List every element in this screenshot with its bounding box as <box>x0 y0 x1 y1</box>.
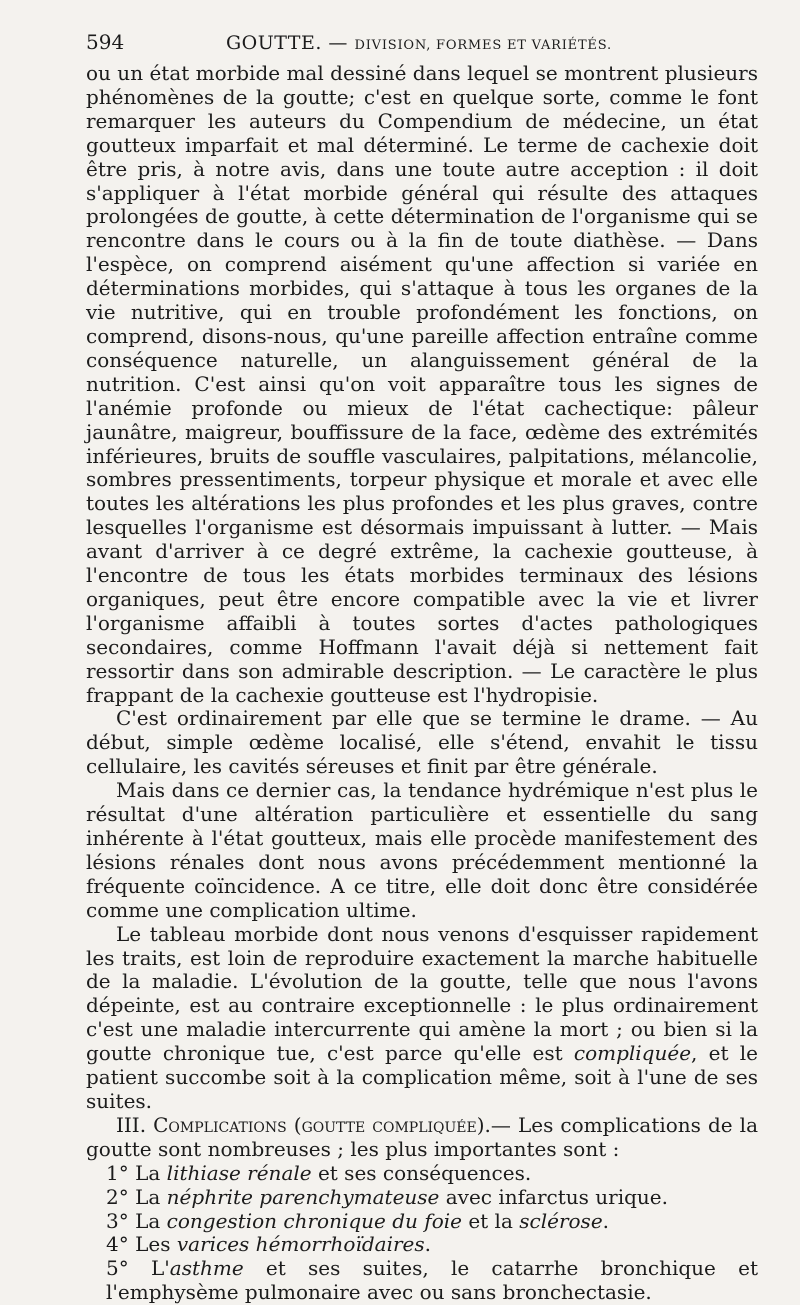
p4-text-b: , et le patient succombe soit à la complication même, soit à l'une de ses suites. <box>86 1041 758 1113</box>
item-term: congestion chronique du foie <box>166 1208 462 1233</box>
section-complications <box>86 1114 758 1162</box>
running-header <box>86 30 758 60</box>
section-intro: — Les complications de la goutte sont nombreuses ; les plus importantes sont : <box>86 1112 759 1161</box>
item-pre: La <box>135 1208 161 1233</box>
item-mid: et la <box>468 1208 513 1233</box>
list-item <box>86 1210 758 1234</box>
item-term: néphrite parenchymateuse <box>166 1184 440 1209</box>
item-pre: La <box>135 1184 161 1209</box>
item-post: . <box>602 1208 610 1233</box>
item-term: asthme <box>169 1256 244 1281</box>
list-item <box>86 1162 758 1186</box>
header-title: GOUTTE. <box>226 32 322 54</box>
header-subtitle: DIVISION, FORMES ET VARIÉTÉS. <box>354 38 612 53</box>
item-post: . <box>424 1232 431 1257</box>
item-term: varices hémorrhoïdaires <box>176 1232 425 1257</box>
page-number: 594 <box>86 30 125 54</box>
item-post: avec infarctus urique. <box>445 1184 668 1209</box>
item-number: 1° <box>106 1160 129 1185</box>
item-number: 2° <box>106 1184 129 1209</box>
item-post: et ses suites, le catarrhe bronchique et l'emphysème pulmonaire avec ou sans bronchectasie. <box>106 1256 758 1305</box>
item-pre: La <box>135 1160 161 1185</box>
paragraph-cachexie: ou un état morbide mal dessiné dans lequel se montrent plusieurs phénomènes de la goutte; c'est en quelque sorte, comme le font remarquer les auteurs du Compendium de médecine, un état goutteux imparfait et mal déterminé. Le terme de cachexie doit être pris, à notre avis, dans une toute autre acception : il doit s'appliquer à l'état morbide général qui résulte des attaques prolongées de goutte, à cette détermination de l'organisme qui se rencontre dans le cours ou à la fin de toute diathèse. — Dans l'espèce, on comprend aisément qu'une affection si variée en déterminations morbides, qui s'attaque à tous les organes de la vie nutritive, qui en trouble profondément les fonctions, on comprend, disons-nous, qu'une pareille affection entraîne comme conséquence naturelle, un alanguissement général de la nutrition. C'est ainsi qu'on voit apparaître tous les signes de l'anémie profonde ou mieux de l'état cachectique: pâleur jaunâtre, maigreur, bouffissure de la face, œdème des extrémités inférieures, bruits de souffle vasculaires, palpitations, mélancolie, sombres pressentiments, torpeur physique et morale et avec elle toutes les altérations les plus profondes et les plus graves, contre lesquelles l'organisme est désormais impuissant à lutter. — Mais avant d'arriver à ce degré extrême, la cachexie goutteuse, à l'encontre de tous les états morbides terminaux des lésions organiques, peut être encore compatible avec la vie et livrer l'organisme affaibli à toutes sortes d'actes pathologiques secondaires, comme Hoffmann l'avait déjà si nettement fait ressortir dans son admirable description. — Le caractère le plus frappant de la cachexie goutteuse est l'hydropisie. <box>86 61 758 707</box>
body-text <box>86 62 758 1305</box>
header-dash: — <box>328 32 348 54</box>
list-item <box>86 1257 758 1305</box>
running-title <box>226 32 612 54</box>
item-term-2: sclérose <box>519 1208 603 1233</box>
list-item <box>86 1186 758 1210</box>
section-number: III. <box>116 1112 147 1137</box>
item-pre: Les <box>135 1232 171 1257</box>
p4-italic: compliquée <box>573 1041 692 1066</box>
item-term: lithiase rénale <box>166 1160 312 1185</box>
item-number: 5° <box>106 1256 129 1281</box>
item-post: et ses conséquences. <box>317 1160 532 1185</box>
paragraph-hydropisie: C'est ordinairement par elle que se termine le drame. — Au début, simple œdème localisé, elle s'étend, envahit le tissu cellulaire, les cavités séreuses et finit par être générale. <box>86 706 758 779</box>
section-heading: Complications <box>153 1112 287 1137</box>
list-item <box>86 1233 758 1257</box>
section-subheading: (goutte compliquée). <box>293 1112 491 1137</box>
item-number: 4° <box>106 1232 129 1257</box>
item-number: 3° <box>106 1208 129 1233</box>
paragraph-tableau-morbide <box>86 923 758 1114</box>
p4-text-a: Le tableau morbide dont nous venons d'esquisser rapidement les traits, est loin de reproduire exactement la marche habituelle de la maladie. L'évolution de la goutte, telle que nous l'avons dépeinte, est au contraire exceptionnelle : le plus ordinairement c'est une maladie intercurrente qui amène la mort ; ou bien si la goutte chronique tue, c'est parce qu'elle est <box>86 921 758 1066</box>
paragraph-hydremie: Mais dans ce dernier cas, la tendance hydrémique n'est plus le résultat d'une altération particulière et essentielle du sang inhérente à l'état goutteux, mais elle procède manifestement des lésions rénales dont nous avons précédemment mentionné la fréquente coïncidence. A ce titre, elle doit donc être considérée comme une complication ultime. <box>86 778 758 922</box>
item-pre: L' <box>150 1256 170 1281</box>
